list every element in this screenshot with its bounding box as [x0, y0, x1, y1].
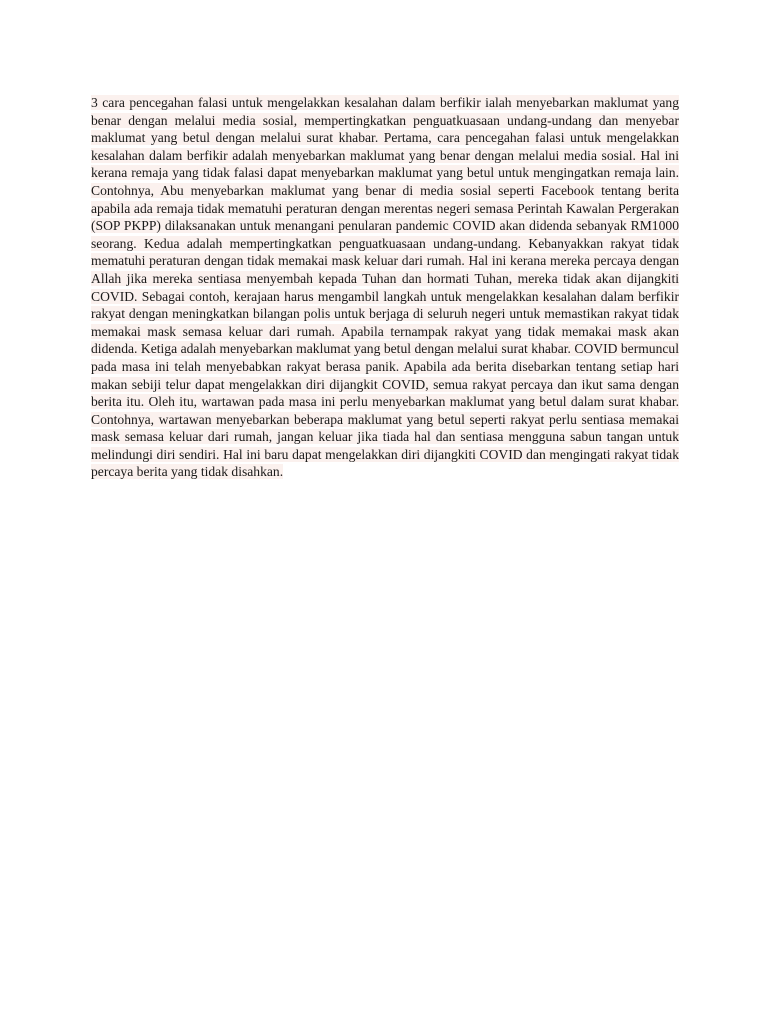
- body-text: 3 cara pencegahan falasi untuk mengelakkan kesalahan dalam berfikir ialah menyebarkan maklumat yang benar dengan melalui media sosial, mempertingkatkan penguatkuasaan undang-undang dan menyebar maklumat yang betul dengan melalui surat khabar. Pertama, cara pencegahan falasi untuk mengelakkan kesalahan dalam berfikir adalah menyebarkan maklumat yang benar dengan melalui media sosial. Hal ini kerana remaja yang tidak falasi dapat menyebarkan maklumat yang betul untuk mengingatkan remaja lain. Contohnya, Abu menyebarkan maklumat yang benar di media sosial seperti Facebook tentang berita apabila ada remaja tidak mematuhi peraturan dengan merentas negeri semasa Perintah Kawalan Pergerakan (SOP PKPP) dilaksanakan untuk menangani penularan pandemic COVID akan didenda sebanyak RM1000 seorang. Kedua adalah mempertingkatkan penguatkuasaan undang-undang. Kebanyakkan rakyat tidak mematuhi peraturan dengan tidak memakai mask keluar dari rumah. Hal ini kerana mereka percaya dengan Allah jika mereka sentiasa menyembah kepada Tuhan dan hormati Tuhan, mereka tidak akan dijangkiti COVID. Sebagai contoh, kerajaan harus mengambil langkah untuk mengelakkan kesalahan dalam berfikir rakyat dengan meningkatkan bilangan polis untuk berjaga di seluruh negeri untuk memastikan rakyat tidak memakai mask semasa keluar dari rumah. Apabila ternampak rakyat yang tidak memakai mask akan didenda. Ketiga adalah menyebarkan maklumat yang betul dengan melalui surat khabar. COVID bermuncul pada masa ini telah menyebabkan rakyat berasa panik. Apabila ada berita disebarkan tentang setiap hari makan sebiji telur dapat mengelakkan diri dijangkit COVID, semua rakyat percaya dan ikut sama dengan berita itu. Oleh itu, wartawan pada masa ini perlu menyebarkan maklumat yang betul dalam surat khabar. Contohnya, wartawan menyebarkan beberapa maklumat yang betul seperti rakyat perlu sentiasa memakai mask semasa keluar dari rumah, jangan keluar jika tiada hal dan sentiasa mengguna sabun tangan untuk melindungi diri sendiri. Hal ini baru dapat mengelakkan diri dijangkiti COVID dan mengingati rakyat tidak percaya berita yang tidak disahkan.: [91, 95, 679, 480]
- body-paragraph: [91, 94, 679, 481]
